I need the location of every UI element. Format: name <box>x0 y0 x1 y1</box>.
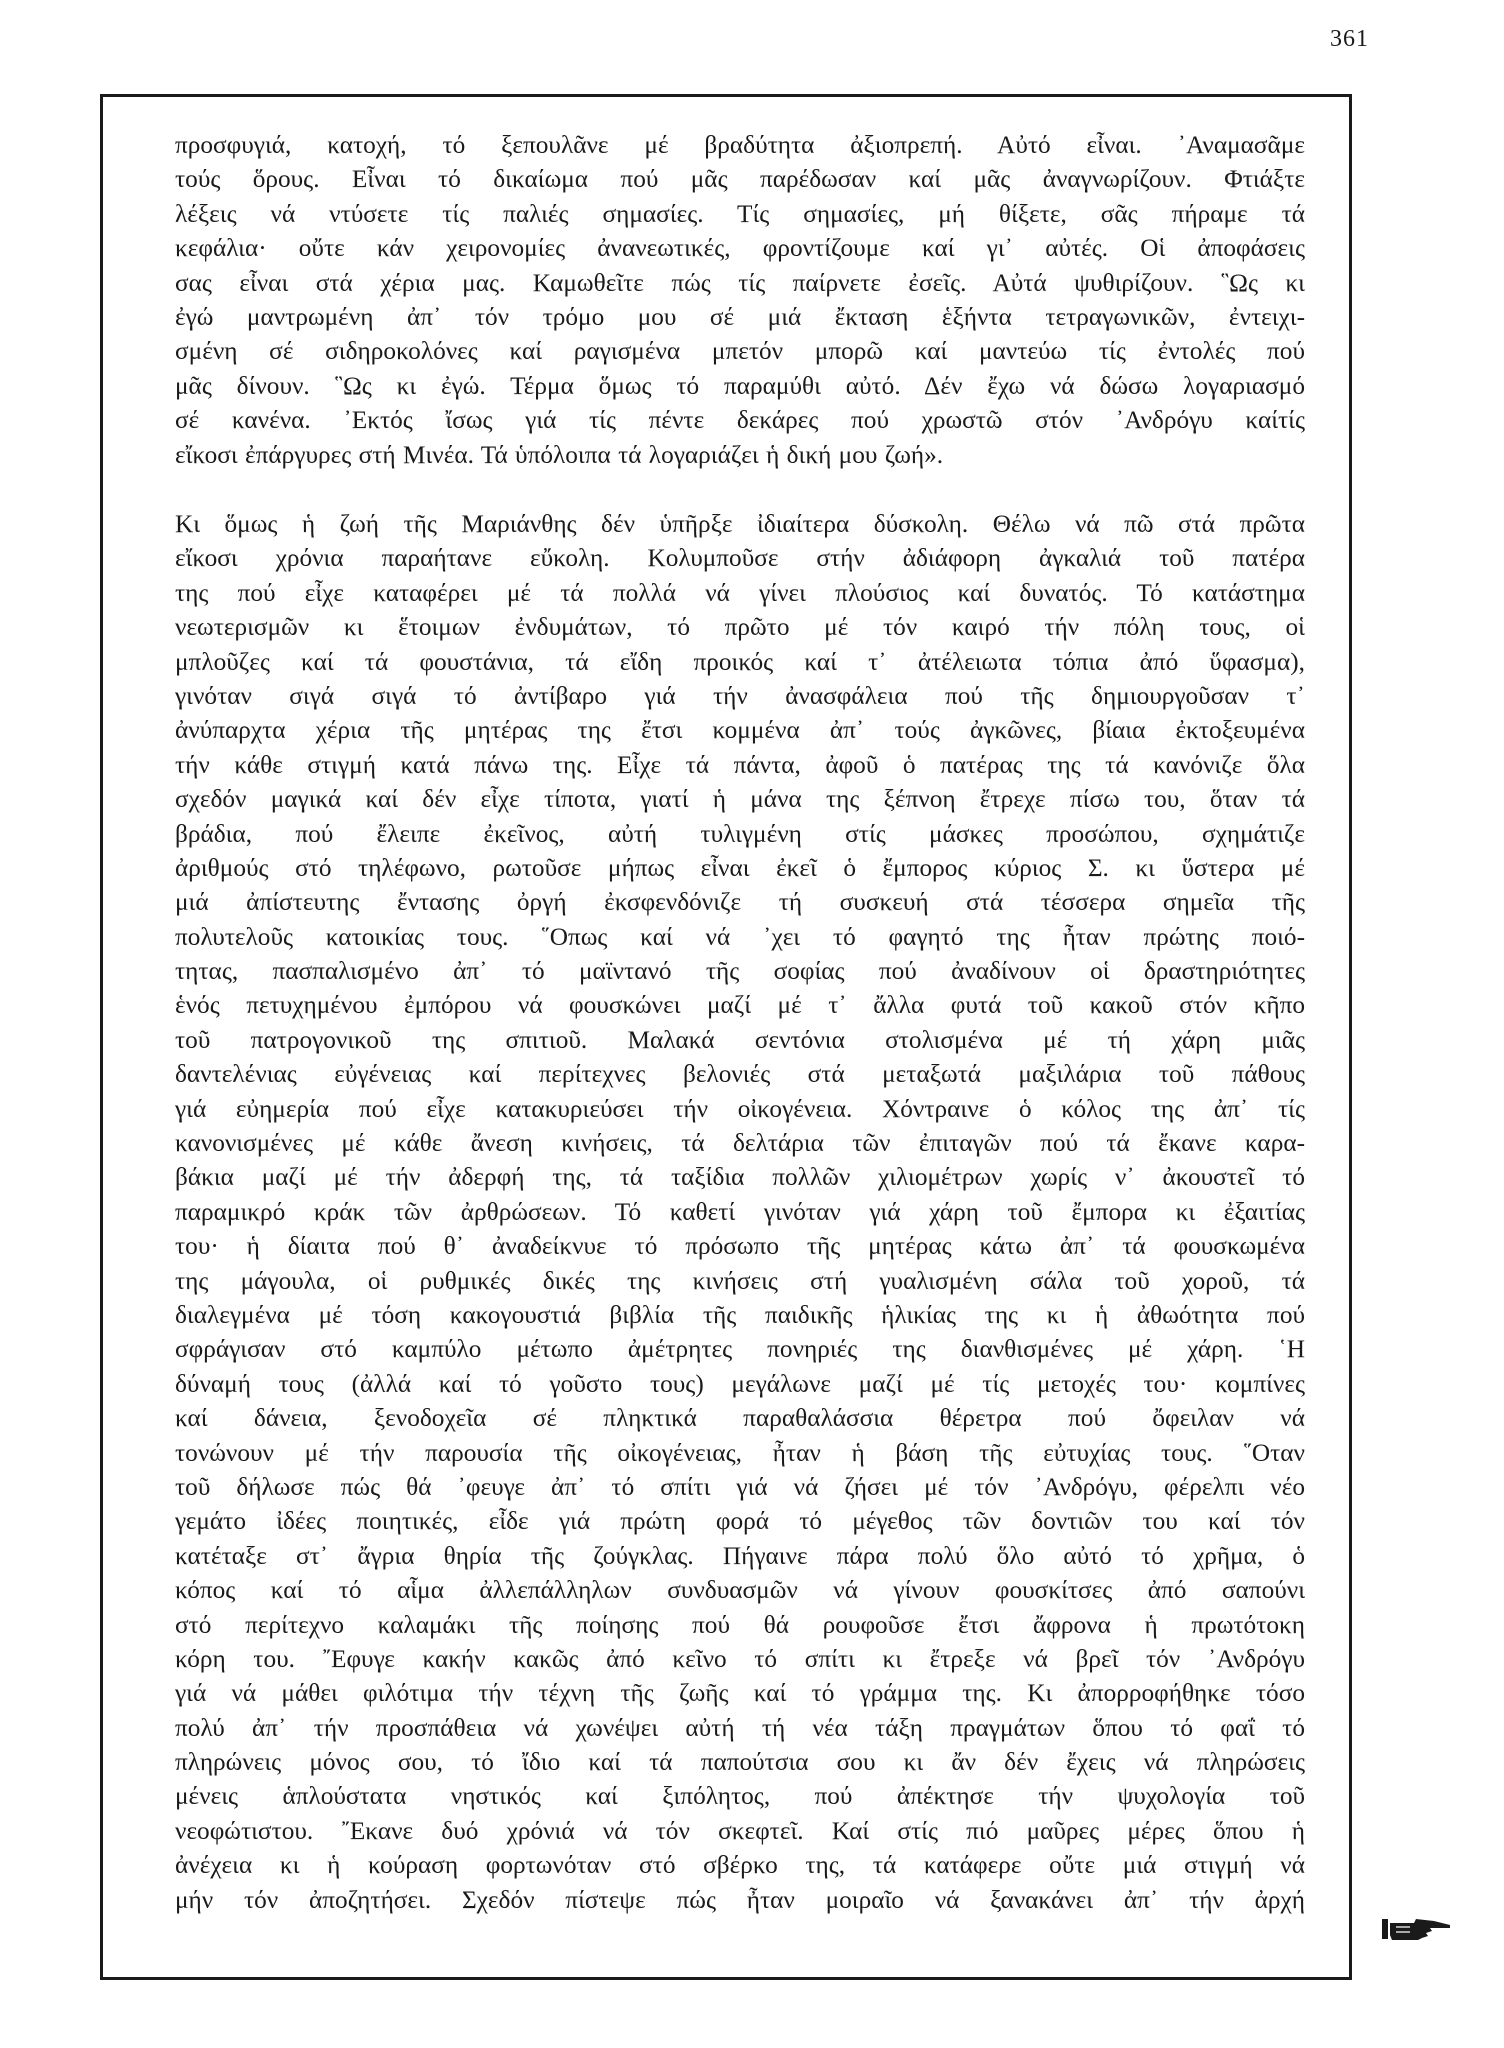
text-line: γιά νά μάθει φιλότιμα τήν τέχνη τῆς ζωῆς καί τό γράμμα της. Κι ἀπορροφήθηκε τόσο <box>175 1679 1305 1708</box>
text-line: γινόταν σιγά σιγά τό ἀντίβαρο γιά τήν ἀνασφάλεια πού τῆς δημιουργοῦσαν τ᾽ <box>175 681 1305 710</box>
text-line: εἴκοσι χρόνια παραήτανε εὔκολη. Κολυμποῦσε στήν ἀδιάφορη ἀγκαλιά τοῦ πατέρα <box>175 544 1305 573</box>
text-line: σμένη σέ σιδηροκολόνες καί ραγισμένα μπετόν μπορῶ καί μαντεύω τίς ἐντολές πού <box>175 337 1305 366</box>
text-line: λέξεις νά ντύσετε τίς παλιές σημασίες. Τίς σημασίες, μή θίξετε, σᾶς πήραμε τά <box>175 199 1305 228</box>
paragraph-2 <box>175 507 1305 1917</box>
page-number: 361 <box>1330 26 1369 52</box>
text-line: εἴκοσι ἐπάργυρες στή Μινέα. Τά ὑπόλοιπα τά λογαριάζει ἡ δική μου ζωή». <box>175 440 944 469</box>
text-line: νεοφώτιστου. ῎Εκανε δυό χρόνιά νά τόν σκεφτεῖ. Καί στίς πιό μαῦρες μέρες ὅπου ἡ <box>175 1816 1305 1845</box>
text-line: πληρώνεις μόνος σου, τό ἴδιο καί τά παπούτσια σου κι ἄν δέν ἔχεις νά πληρώσεις <box>175 1748 1305 1777</box>
text-line: δαντελένιας εὐγένειας καί περίτεχνες βελονιές στά μεταξωτά μαξιλάρια τοῦ πάθους <box>175 1060 1305 1089</box>
text-line: μήν τόν ἀποζητήσει. Σχεδόν πίστεψε πώς ἦταν μοιραῖο νά ξανακάνει ἀπ᾽ τήν ἀρχή <box>175 1885 1305 1914</box>
text-line: δύναμή τους (ἀλλά καί τό γοῦστο τους) μεγάλωνε μαζί μέ τίς μετοχές του· κομπίνες <box>175 1369 1305 1398</box>
text-line: μᾶς δίνουν. ῝Ως κι ἐγώ. Τέρμα ὅμως τό παραμύθι αὐτό. Δέν ἔχω νά δώσω λογαριασμό <box>175 371 1305 400</box>
text-line: γεμάτο ἰδέες ποιητικές, εἶδε γιά πρώτη φορά τό μέγεθος τῶν δοντιῶν του καί τόν <box>175 1507 1305 1536</box>
text-line: γιά εὐημερία πού εἶχε κατακυριεύσει τήν οἰκογένεια. Χόντραινε ὁ κόλος της ἀπ᾽ τίς <box>175 1094 1305 1123</box>
text-line: προσφυγιά, κατοχή, τό ξεπουλᾶνε μέ βραδύτητα ἀξιοπρεπή. Αὐτό εἶναι. ᾽Αναμασᾶμε <box>175 131 1305 159</box>
text-line: της πού εἶχε καταφέρει μέ τά πολλά νά γίνει πλούσιος καί δυνατός. Τό κατάστημα <box>175 578 1305 607</box>
text-line: κανονισμένες μέ κάθε ἄνεση κινήσεις, τά δελτάρια τῶν ἐπιταγῶν πού τά ἔκανε καρα- <box>175 1129 1305 1158</box>
text-line: πολυτελοῦς κατοικίας τους. ῞Οπως καί νά ᾽χει τό φαγητό της ἦταν πρώτης ποιό- <box>175 922 1305 951</box>
text-line: ἑνός πετυχημένου ἐμπόρου νά φουσκώνει μαζί μέ τ᾽ ἄλλα φυτά τοῦ κακοῦ στόν κῆπο <box>175 991 1305 1020</box>
text-line: μιά ἀπίστευτης ἔντασης ὀργή ἐκσφενδόνιζε τή συσκευή στά τέσσερα σημεῖα τῆς <box>175 888 1305 917</box>
text-line: σέ κανένα. ᾽Εκτός ἴσως γιά τίς πέντε δεκάρες πού χρωστῶ στόν ᾽Ανδρόγυ καίτίς <box>175 406 1305 435</box>
text-line: νεωτερισμῶν κι ἕτοιμων ἐνδυμάτων, τό πρῶτο μέ τόν καιρό τήν πόλη τους, οἱ <box>175 613 1305 642</box>
text-line: τονώνουν μέ τήν παρουσία τῆς οἰκογένειας, ἦταν ἡ βάση τῆς εὐτυχίας τους. ῞Οταν <box>175 1438 1305 1467</box>
text-line: ἐγώ μαντρωμένη ἀπ᾽ τόν τρόμο μου σέ μιά ἔκταση ἑξήντα τετραγωνικῶν, ἐντειχι- <box>175 302 1305 331</box>
text-line: της μάγουλα, οἱ ρυθμικές δικές της κινήσεις στή γυαλισμένη σάλα τοῦ χοροῦ, τά <box>175 1266 1305 1295</box>
text-line: τούς ὅρους. Εἶναι τό δικαίωμα πού μᾶς παρέδωσαν καί μᾶς ἀναγνωρίζουν. Φτιάξτε <box>175 165 1305 194</box>
text-line: κόρη του. ῎Εφυγε κακήν κακῶς ἀπό κεῖνο τό σπίτι κι ἔτρεξε νά βρεῖ τόν ᾽Ανδρόγυ <box>175 1644 1305 1673</box>
text-line: καί δάνεια, ξενοδοχεῖα σέ πληκτικά παραθαλάσσια θέρετρα πού ὄφειλαν νά <box>175 1404 1305 1433</box>
text-line: σας εἶναι στά χέρια μας. Καμωθεῖτε πώς τίς παίρνετε ἐσεῖς. Αὐτά ψυθιρίζουν. ῝Ως κι <box>175 268 1305 297</box>
text-line: τητας, πασπαλισμένο ἀπ᾽ τό μαϊντανό τῆς σοφίας πού ἀναδίνουν οἱ δραστηριότητες <box>175 957 1305 986</box>
text-line: βάκια μαζί μέ τήν ἀδερφή της, τά ταξίδια πολλῶν χιλιομέτρων χωρίς ν᾽ ἀκουστεῖ τό <box>175 1163 1305 1192</box>
text-line: παραμικρό κράκ τῶν ἀρθρώσεων. Τό καθετί γινόταν γιά χάρη τοῦ ἔμπορα κι ἐξαιτίας <box>175 1197 1305 1226</box>
text-line: Κι ὅμως ἡ ζωή τῆς Μαριάνθης δέν ὑπῆρξε ἰδιαίτερα δύσκολη. Θέλω νά πῶ στά πρῶτα <box>175 510 1305 538</box>
text-line: στό περίτεχνο καλαμάκι τῆς ποίησης πού θά ρουφοῦσε ἔτσι ἄφρονα ἡ πρωτότοκη <box>175 1610 1305 1639</box>
pointing-hand-icon <box>1380 1915 1452 1943</box>
paragraph-1 <box>175 128 1305 472</box>
text-line: του· ἡ δίαιτα πού θ᾽ ἀναδείκνυε τό πρόσωπο τῆς μητέρας κάτω ἀπ᾽ τά φουσκωμένα <box>175 1232 1305 1261</box>
text-line: ἀριθμούς στό τηλέφωνο, ρωτοῦσε μήπως εἶναι ἐκεῖ ὁ ἔμπορος κύριος Σ. κι ὕστερα μέ <box>175 853 1305 882</box>
text-line: κόπος καί τό αἷμα ἀλλεπάλληλων συνδυασμῶν νά γίνουν φουσκίτσες ἀπό σαπούνι <box>175 1576 1305 1605</box>
text-line: σφράγισαν στό καμπύλο μέτωπο ἀμέτρητες πονηριές της διανθισμένες μέ χάρη. ῾Η <box>175 1335 1305 1364</box>
text-line: σχεδόν μαγικά καί δέν εἶχε τίποτα, γιατί ἡ μάνα της ξέπνοη ἔτρεχε πίσω του, ὅταν τά <box>175 785 1305 814</box>
text-line: πολύ ἀπ᾽ τήν προσπάθεια νά χωνέψει αὐτή τή νέα τάξη πραγμάτων ὅπου τό φαΐ τό <box>175 1713 1305 1742</box>
text-line: μένεις ἁπλούστατα νηστικός καί ξιπόλητος, πού ἀπέκτησε τήν ψυχολογία τοῦ <box>175 1782 1305 1811</box>
text-line: τοῦ πατρογονικοῦ της σπιτιοῦ. Μαλακά σεντόνια στολισμένα μέ τή χάρη μιᾶς <box>175 1025 1305 1054</box>
text-line: διαλεγμένα μέ τόση κακογουστιά βιβλία τῆς παιδικῆς ἡλικίας της κι ἡ ἀθωότητα πού <box>175 1300 1305 1329</box>
text-line: τοῦ δήλωσε πώς θά ᾽φευγε ἀπ᾽ τό σπίτι γιά νά ζήσει μέ τόν ᾽Ανδρόγυ, φέρελπι νέο <box>175 1472 1305 1501</box>
text-line: κεφάλια· οὔτε κάν χειρονομίες ἀνανεωτικές, φροντίζουμε καί γι᾽ αὐτές. Οἱ ἀποφάσεις <box>175 234 1305 263</box>
text-line: μπλοῦζες καί τά φουστάνια, τά εἴδη προικός καί τ᾽ ἀτέλειωτα τόπια ἀπό ὕφασμα), <box>175 647 1305 676</box>
text-line: βράδια, πού ἔλειπε ἐκεῖνος, αὐτή τυλιγμένη στίς μάσκες προσώπου, σχημάτιζε <box>175 819 1305 848</box>
text-line: τήν κάθε στιγμή κατά πάνω της. Εἶχε τά πάντα, ἀφοῦ ὁ πατέρας της τά κανόνιζε ὅλα <box>175 750 1305 779</box>
text-line: ἀνέχεια κι ἡ κούραση φορτωνόταν στό σβέρκο της, τά κατάφερε οὔτε μιά στιγμή νά <box>175 1851 1305 1880</box>
text-line: ἀνύπαρχτα χέρια τῆς μητέρας της ἔτσι κομμένα ἀπ᾽ τούς ἀγκῶνες, βίαια ἐκτοξευμένα <box>175 716 1305 745</box>
text-line: κατέταξε στ᾽ ἄγρια θηρία τῆς ζούγκλας. Πήγαινε πάρα πολύ ὅλο αὐτό τό χρῆμα, ὁ <box>175 1541 1305 1570</box>
